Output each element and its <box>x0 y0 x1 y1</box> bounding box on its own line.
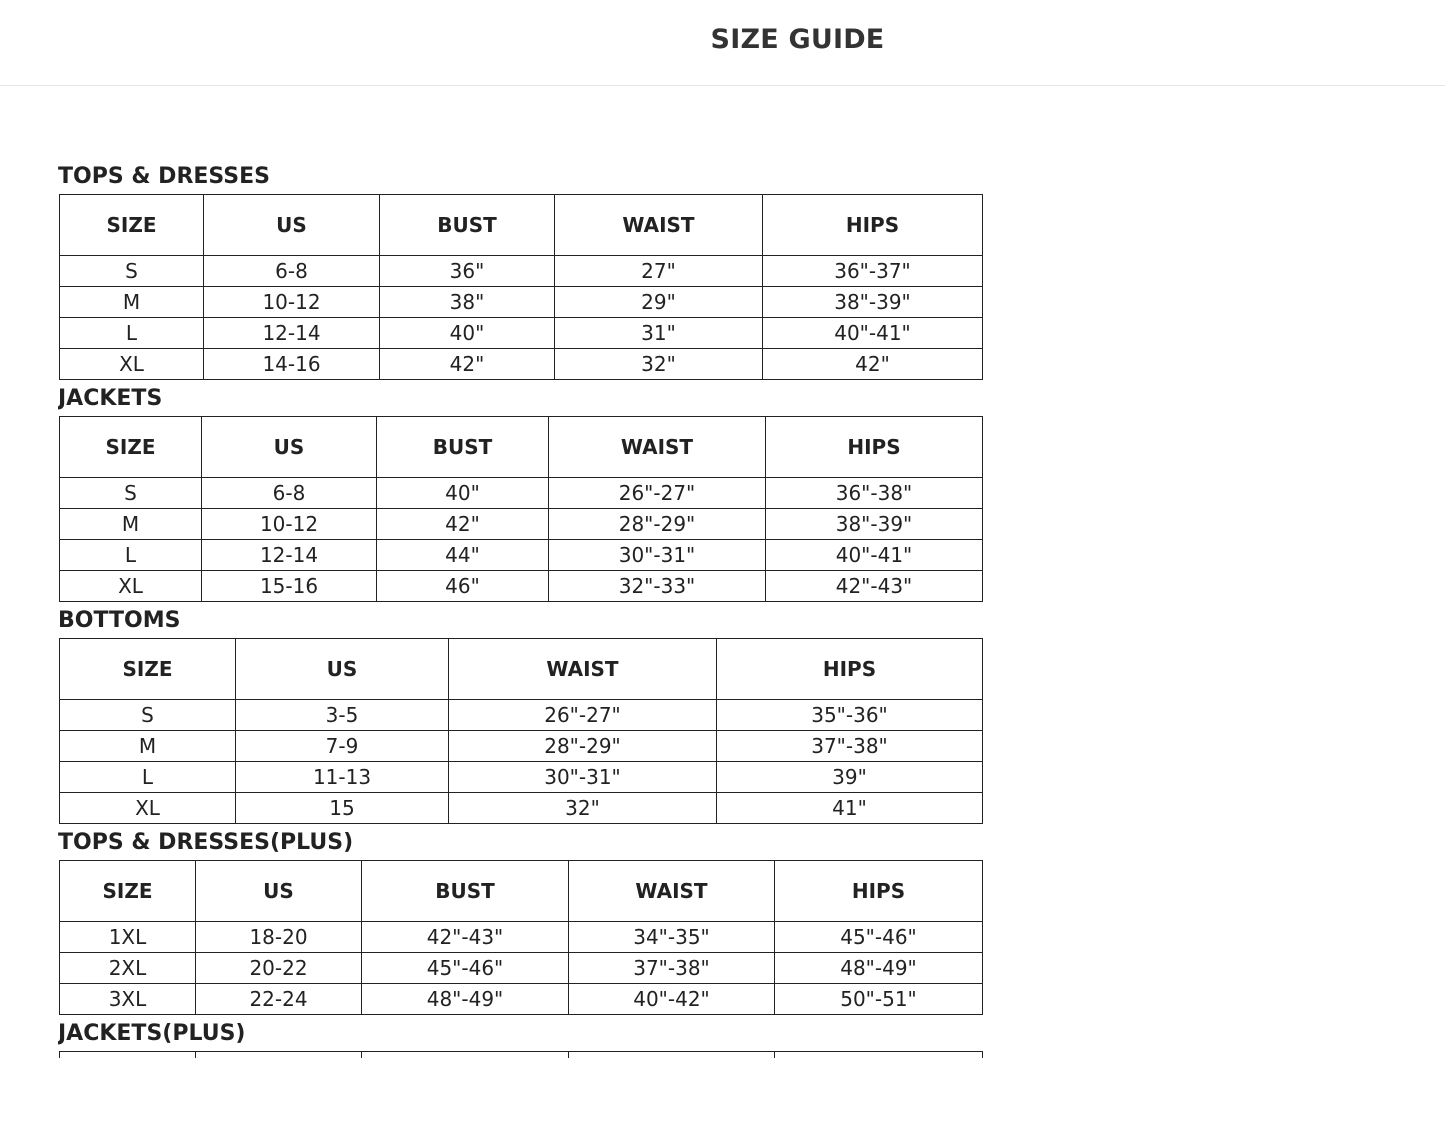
table-cell: 10-12 <box>202 509 377 540</box>
table-cell: 38" <box>380 287 555 318</box>
table-cell: 46" <box>377 571 549 602</box>
column-header: US <box>196 861 362 922</box>
section-title: JACKETS <box>58 386 163 411</box>
table-cell: 36"-38" <box>766 478 983 509</box>
table-row <box>60 571 983 602</box>
column-header: HIPS <box>717 639 983 700</box>
table-cell: 28"-29" <box>549 509 766 540</box>
table-cell: 2XL <box>60 953 196 984</box>
table-cell: 42"-43" <box>362 922 569 953</box>
table-cell: 40" <box>377 478 549 509</box>
table-cell: 37"-38" <box>569 953 775 984</box>
table-cell: 22-24 <box>196 984 362 1015</box>
column-header: WAIST <box>569 861 775 922</box>
column-header: HIPS <box>763 195 983 256</box>
section-title: TOPS & DRESSES <box>58 164 270 189</box>
column-header: BUST <box>362 861 569 922</box>
table-cell: 1XL <box>60 922 196 953</box>
table-cell: 20-22 <box>196 953 362 984</box>
column-header <box>196 1052 362 1059</box>
table-cell: 42" <box>380 349 555 380</box>
size-table <box>59 638 983 824</box>
column-header: HIPS <box>775 861 983 922</box>
table-cell: 48"-49" <box>362 984 569 1015</box>
table-cell: 40"-41" <box>766 540 983 571</box>
table-cell: M <box>60 287 204 318</box>
section-title: BOTTOMS <box>58 608 181 633</box>
size-table <box>59 860 983 1015</box>
table-cell: 11-13 <box>236 762 449 793</box>
table-cell: 30"-31" <box>549 540 766 571</box>
table-row <box>60 953 983 984</box>
table-row <box>60 700 983 731</box>
table-cell: 42" <box>377 509 549 540</box>
column-header: SIZE <box>60 861 196 922</box>
column-header: BUST <box>380 195 555 256</box>
table-cell: S <box>60 700 236 731</box>
table-cell: 37"-38" <box>717 731 983 762</box>
table-row <box>60 349 983 380</box>
table-cell: 12-14 <box>204 318 380 349</box>
modal-title: SIZE GUIDE <box>710 24 885 55</box>
table-cell: XL <box>60 349 204 380</box>
table-cell: 42"-43" <box>766 571 983 602</box>
table-cell: 12-14 <box>202 540 377 571</box>
table-cell: 30"-31" <box>449 762 717 793</box>
column-header <box>775 1052 983 1059</box>
table-row <box>60 793 983 824</box>
table-row <box>60 762 983 793</box>
table-cell: 50"-51" <box>775 984 983 1015</box>
column-header: US <box>204 195 380 256</box>
table-row <box>60 540 983 571</box>
size-table <box>59 416 983 602</box>
table-cell: 45"-46" <box>362 953 569 984</box>
table-cell: L <box>60 762 236 793</box>
table-cell: 26"-27" <box>549 478 766 509</box>
table-header-row <box>60 861 983 922</box>
column-header: US <box>236 639 449 700</box>
size-table <box>59 1051 983 1058</box>
table-cell: 28"-29" <box>449 731 717 762</box>
table-header-row <box>60 417 983 478</box>
column-header: WAIST <box>555 195 763 256</box>
table-cell: 6-8 <box>202 478 377 509</box>
table-cell: XL <box>60 793 236 824</box>
table-cell: 42" <box>763 349 983 380</box>
table-cell: 48"-49" <box>775 953 983 984</box>
table-cell: XL <box>60 571 202 602</box>
table-cell: 45"-46" <box>775 922 983 953</box>
table-cell: 18-20 <box>196 922 362 953</box>
table-cell: 15-16 <box>202 571 377 602</box>
table-row <box>60 287 983 318</box>
column-header <box>60 1052 196 1059</box>
table-row <box>60 922 983 953</box>
table-cell: 36"-37" <box>763 256 983 287</box>
column-header: US <box>202 417 377 478</box>
column-header <box>362 1052 569 1059</box>
table-cell: 32" <box>555 349 763 380</box>
table-cell: 36" <box>380 256 555 287</box>
size-table <box>59 194 983 380</box>
table-cell: 29" <box>555 287 763 318</box>
table-cell: M <box>60 509 202 540</box>
table-cell: 31" <box>555 318 763 349</box>
table-row <box>60 256 983 287</box>
table-cell: 14-16 <box>204 349 380 380</box>
table-cell: 26"-27" <box>449 700 717 731</box>
table-cell: 15 <box>236 793 449 824</box>
table-cell: 10-12 <box>204 287 380 318</box>
table-cell: 38"-39" <box>763 287 983 318</box>
table-cell: 44" <box>377 540 549 571</box>
table-cell: 34"-35" <box>569 922 775 953</box>
table-cell: 3XL <box>60 984 196 1015</box>
table-row <box>60 478 983 509</box>
table-header-row <box>60 1052 983 1059</box>
section-title: JACKETS(PLUS) <box>58 1021 246 1046</box>
modal-header <box>0 0 1445 86</box>
table-cell: L <box>60 540 202 571</box>
table-cell: 7-9 <box>236 731 449 762</box>
table-cell: 32" <box>449 793 717 824</box>
table-cell: 40"-41" <box>763 318 983 349</box>
column-header: HIPS <box>766 417 983 478</box>
table-cell: 38"-39" <box>766 509 983 540</box>
table-cell: 40"-42" <box>569 984 775 1015</box>
column-header: WAIST <box>449 639 717 700</box>
table-cell: 6-8 <box>204 256 380 287</box>
table-row <box>60 318 983 349</box>
size-guide-content[interactable] <box>58 160 988 1058</box>
table-cell: 35"-36" <box>717 700 983 731</box>
table-cell: 40" <box>380 318 555 349</box>
table-cell: 32"-33" <box>549 571 766 602</box>
table-cell: 3-5 <box>236 700 449 731</box>
column-header: SIZE <box>60 639 236 700</box>
column-header: WAIST <box>549 417 766 478</box>
table-row <box>60 984 983 1015</box>
column-header: BUST <box>377 417 549 478</box>
column-header: SIZE <box>60 417 202 478</box>
table-cell: S <box>60 478 202 509</box>
table-cell: S <box>60 256 204 287</box>
table-header-row <box>60 195 983 256</box>
table-cell: M <box>60 731 236 762</box>
column-header <box>569 1052 775 1059</box>
table-cell: L <box>60 318 204 349</box>
table-row <box>60 731 983 762</box>
table-cell: 27" <box>555 256 763 287</box>
section-title: TOPS & DRESSES(PLUS) <box>58 830 354 855</box>
column-header: SIZE <box>60 195 204 256</box>
table-row <box>60 509 983 540</box>
table-header-row <box>60 639 983 700</box>
table-cell: 41" <box>717 793 983 824</box>
table-cell: 39" <box>717 762 983 793</box>
